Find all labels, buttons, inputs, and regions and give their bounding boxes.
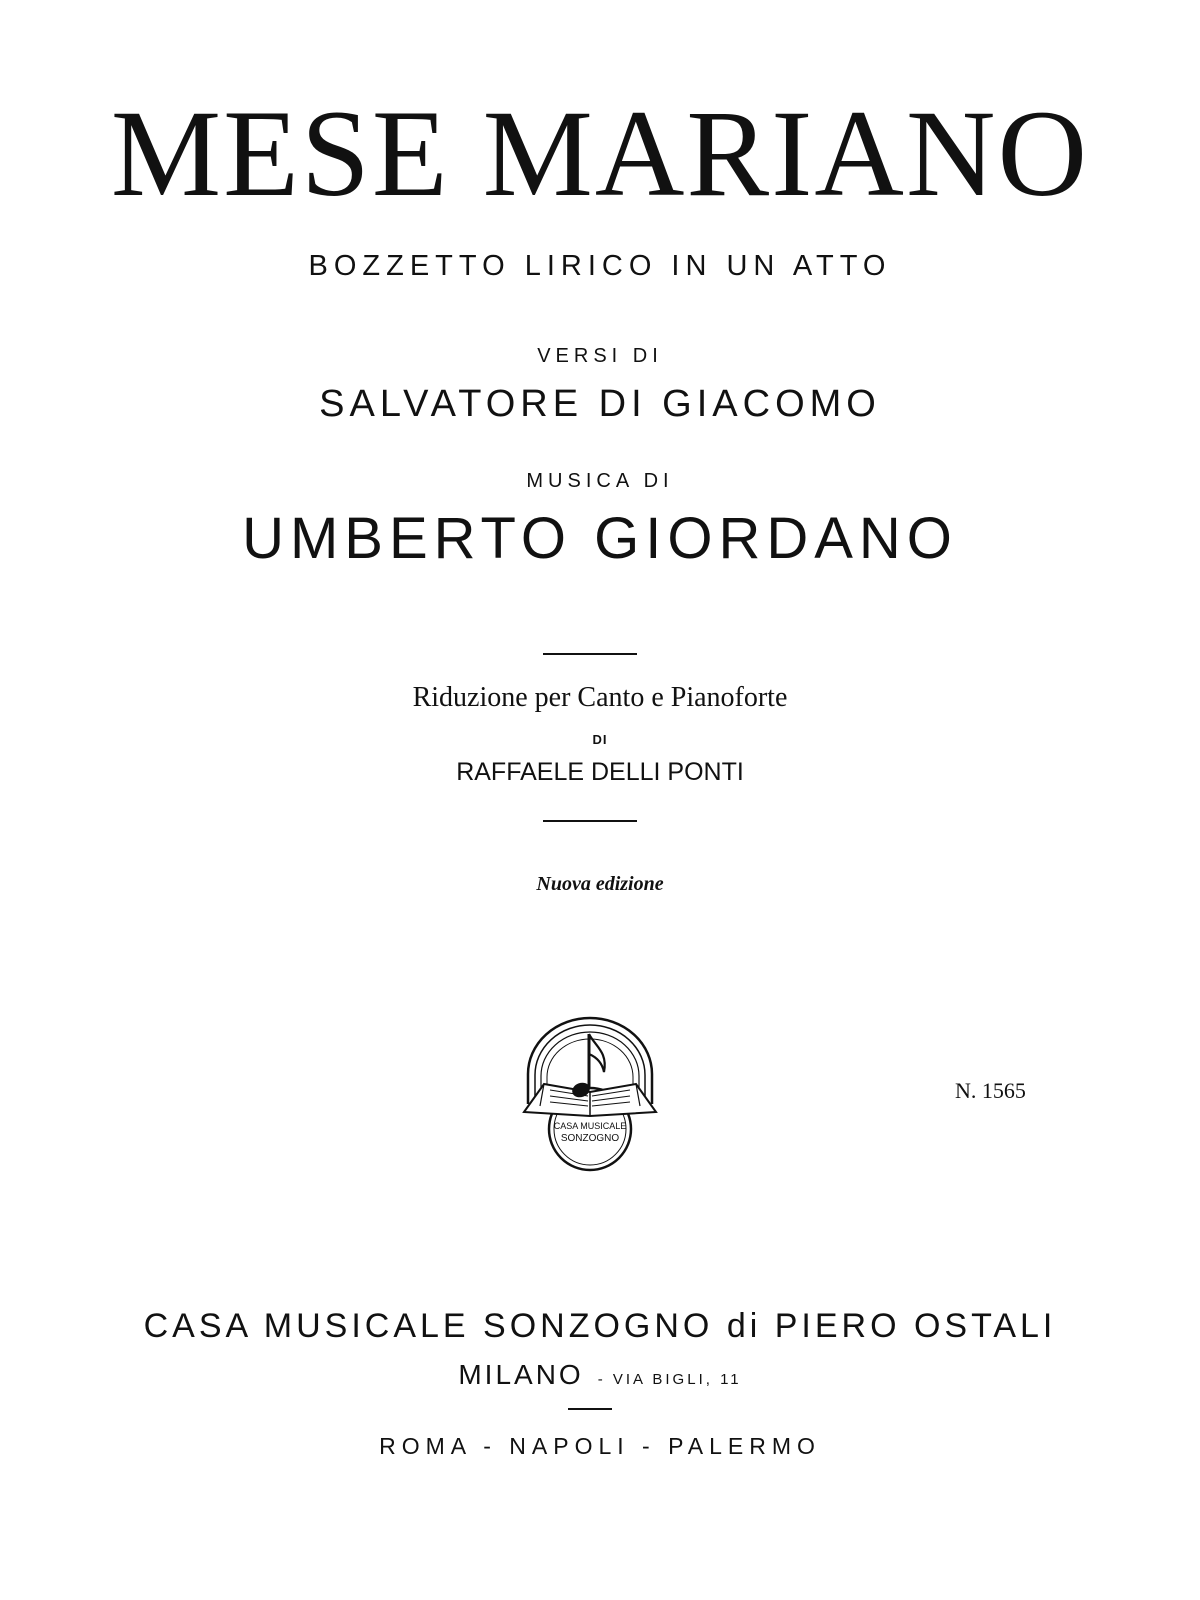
composer-name: UMBERTO GIORDANO [242, 506, 958, 571]
lyricist-name: SALVATORE DI GIACOMO [319, 383, 881, 425]
divider-rule [543, 820, 637, 822]
publisher-address: - VIA BIGLI, 11 [597, 1371, 742, 1388]
publisher-address-line [0, 1359, 1200, 1391]
divider-rule [543, 653, 637, 655]
logo-text-line-1: CASA MUSICALE [553, 1121, 627, 1131]
lyricist-label: VERSI DI [537, 345, 663, 367]
publisher-city: MILANO [458, 1359, 584, 1390]
catalog-number: N. 1565 [955, 1078, 1026, 1103]
music-note-book-emblem-icon [520, 1012, 660, 1172]
reduction-by-label: DI [592, 732, 608, 747]
arranger-name: RAFFAELE DELLI PONTI [456, 758, 744, 786]
edition-note: Nuova edizione [536, 873, 664, 895]
composer-label: MUSICA DI [526, 470, 674, 492]
logo-text-line-2: SONZOGNO [560, 1133, 620, 1144]
publisher-name: CASA MUSICALE SONZOGNO di PIERO OSTALI [143, 1307, 1057, 1345]
subtitle: BOZZETTO LIRICO IN UN ATTO [308, 250, 892, 282]
page-title: MESE MARIANO [110, 85, 1090, 222]
divider-rule [568, 1408, 612, 1410]
publisher-branches: ROMA - NAPOLI - PALERMO [379, 1433, 821, 1459]
reduction-text: Riduzione per Canto e Pianoforte [412, 682, 788, 713]
